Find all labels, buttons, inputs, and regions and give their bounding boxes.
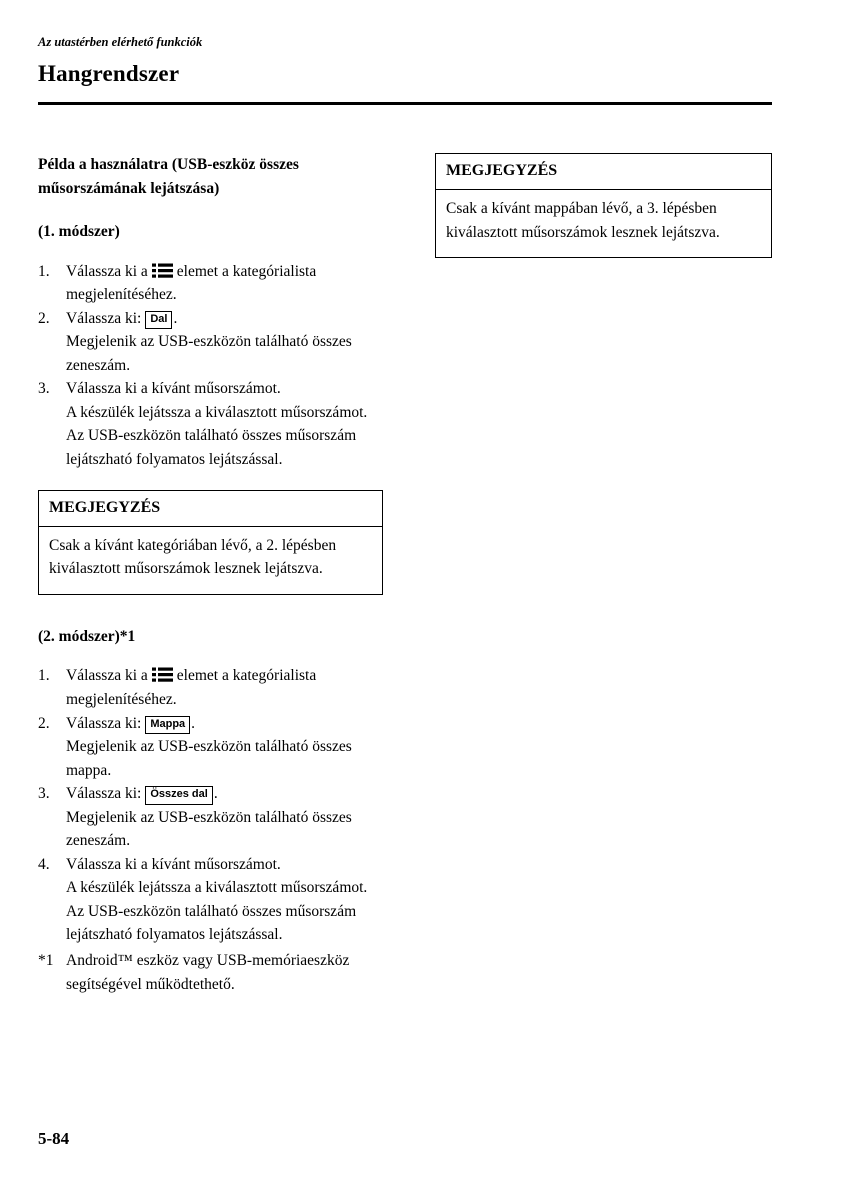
step-text-post: .	[191, 714, 196, 732]
page-number: 5-84	[38, 1129, 70, 1148]
step-text	[66, 260, 383, 307]
step-detail: Megjelenik az USB-eszközön található összes zeneszám.	[66, 333, 352, 374]
step-number: 2.	[38, 714, 50, 732]
step-number: 4.	[38, 855, 50, 873]
step-text	[66, 664, 383, 711]
list-item	[38, 260, 383, 307]
section-kicker: Az utastérben elérhető funkciók	[38, 35, 203, 49]
list-item	[38, 853, 383, 947]
osszes-dal-button: Összes dal	[145, 786, 212, 805]
right-column	[435, 153, 772, 996]
step-text-pre: Válassza ki:	[66, 785, 142, 803]
note-box-title: MEGJEGYZÉS	[436, 154, 771, 190]
step-number: 2.	[38, 309, 50, 327]
step-text-post: elemet a kategórialista megjelenítéséhez.	[66, 262, 317, 304]
step-text-pre: Válassza ki a	[66, 262, 148, 280]
step-detail: Megjelenik az USB-eszközön található összes mappa.	[66, 738, 352, 779]
step-text	[66, 377, 383, 471]
step-text-line: Válassza ki a kívánt műsorszámot.	[66, 855, 281, 873]
step-detail: Megjelenik az USB-eszközön található összes zeneszám.	[66, 808, 352, 850]
usage-example-heading: Példa a használatra (USB-eszköz összes műsorszámának lejátszása)	[38, 155, 299, 197]
step-text	[66, 782, 383, 853]
method1-title: (1. módszer)	[38, 223, 120, 241]
method1-steps	[38, 260, 383, 472]
title-rule	[38, 102, 772, 105]
content-columns	[38, 153, 772, 996]
dal-button: Dal	[145, 311, 172, 330]
left-column	[38, 153, 383, 996]
step-text	[66, 712, 383, 783]
note-box-title: MEGJEGYZÉS	[39, 491, 382, 527]
page-title: Hangrendszer	[38, 61, 180, 86]
list-item	[38, 664, 383, 711]
mappa-button: Mappa	[145, 716, 190, 735]
step-text-post: .	[173, 309, 178, 327]
category-list-icon	[152, 263, 173, 278]
method2-title: (2. módszer)*1	[38, 627, 136, 645]
step-text-line: Válassza ki a kívánt műsorszámot.	[66, 380, 281, 398]
step-text-post: elemet a kategórialista megjelenítéséhez.	[66, 667, 317, 709]
list-item	[38, 782, 383, 853]
step-text-pre: Válassza ki a	[66, 667, 148, 685]
method2-steps	[38, 664, 383, 947]
footnote-text: Android™ eszköz vagy USB-memóriaeszköz segítségével működtethető.	[66, 952, 350, 993]
note-box-body: Csak a kívánt mappában lévő, a 3. lépésben kiválasztott műsorszámok lesznek lejátszva.	[446, 200, 720, 241]
category-list-icon	[152, 667, 173, 682]
note-box-category	[38, 490, 383, 595]
note-box-folder	[435, 153, 772, 258]
list-item	[38, 307, 383, 378]
step-number: 1.	[38, 667, 50, 685]
step-number: 3.	[38, 785, 50, 803]
step-text	[66, 307, 383, 378]
footnote	[38, 949, 383, 996]
step-text-pre: Válassza ki:	[66, 714, 142, 732]
step-number: 1.	[38, 262, 50, 280]
note-box-body: Csak a kívánt kategóriában lévő, a 2. lépésben kiválasztott műsorszámok lesznek lejátszva.	[49, 536, 337, 578]
step-number: 3.	[38, 380, 50, 398]
step-detail: A készülék lejátssza a kiválasztott műsorszámot. Az USB-eszközön található összes műsorszám lejátszható folyamatos lejátszással.	[66, 879, 368, 944]
footnote-marker: *1	[38, 952, 54, 970]
step-text-pre: Válassza ki:	[66, 309, 142, 327]
step-text	[66, 853, 383, 947]
list-item	[38, 377, 383, 471]
step-detail: A készülék lejátssza a kiválasztott műsorszámot. Az USB-eszközön található összes műsorszám lejátszható folyamatos lejátszással.	[66, 403, 368, 468]
list-item	[38, 712, 383, 783]
step-text-post: .	[213, 785, 218, 803]
